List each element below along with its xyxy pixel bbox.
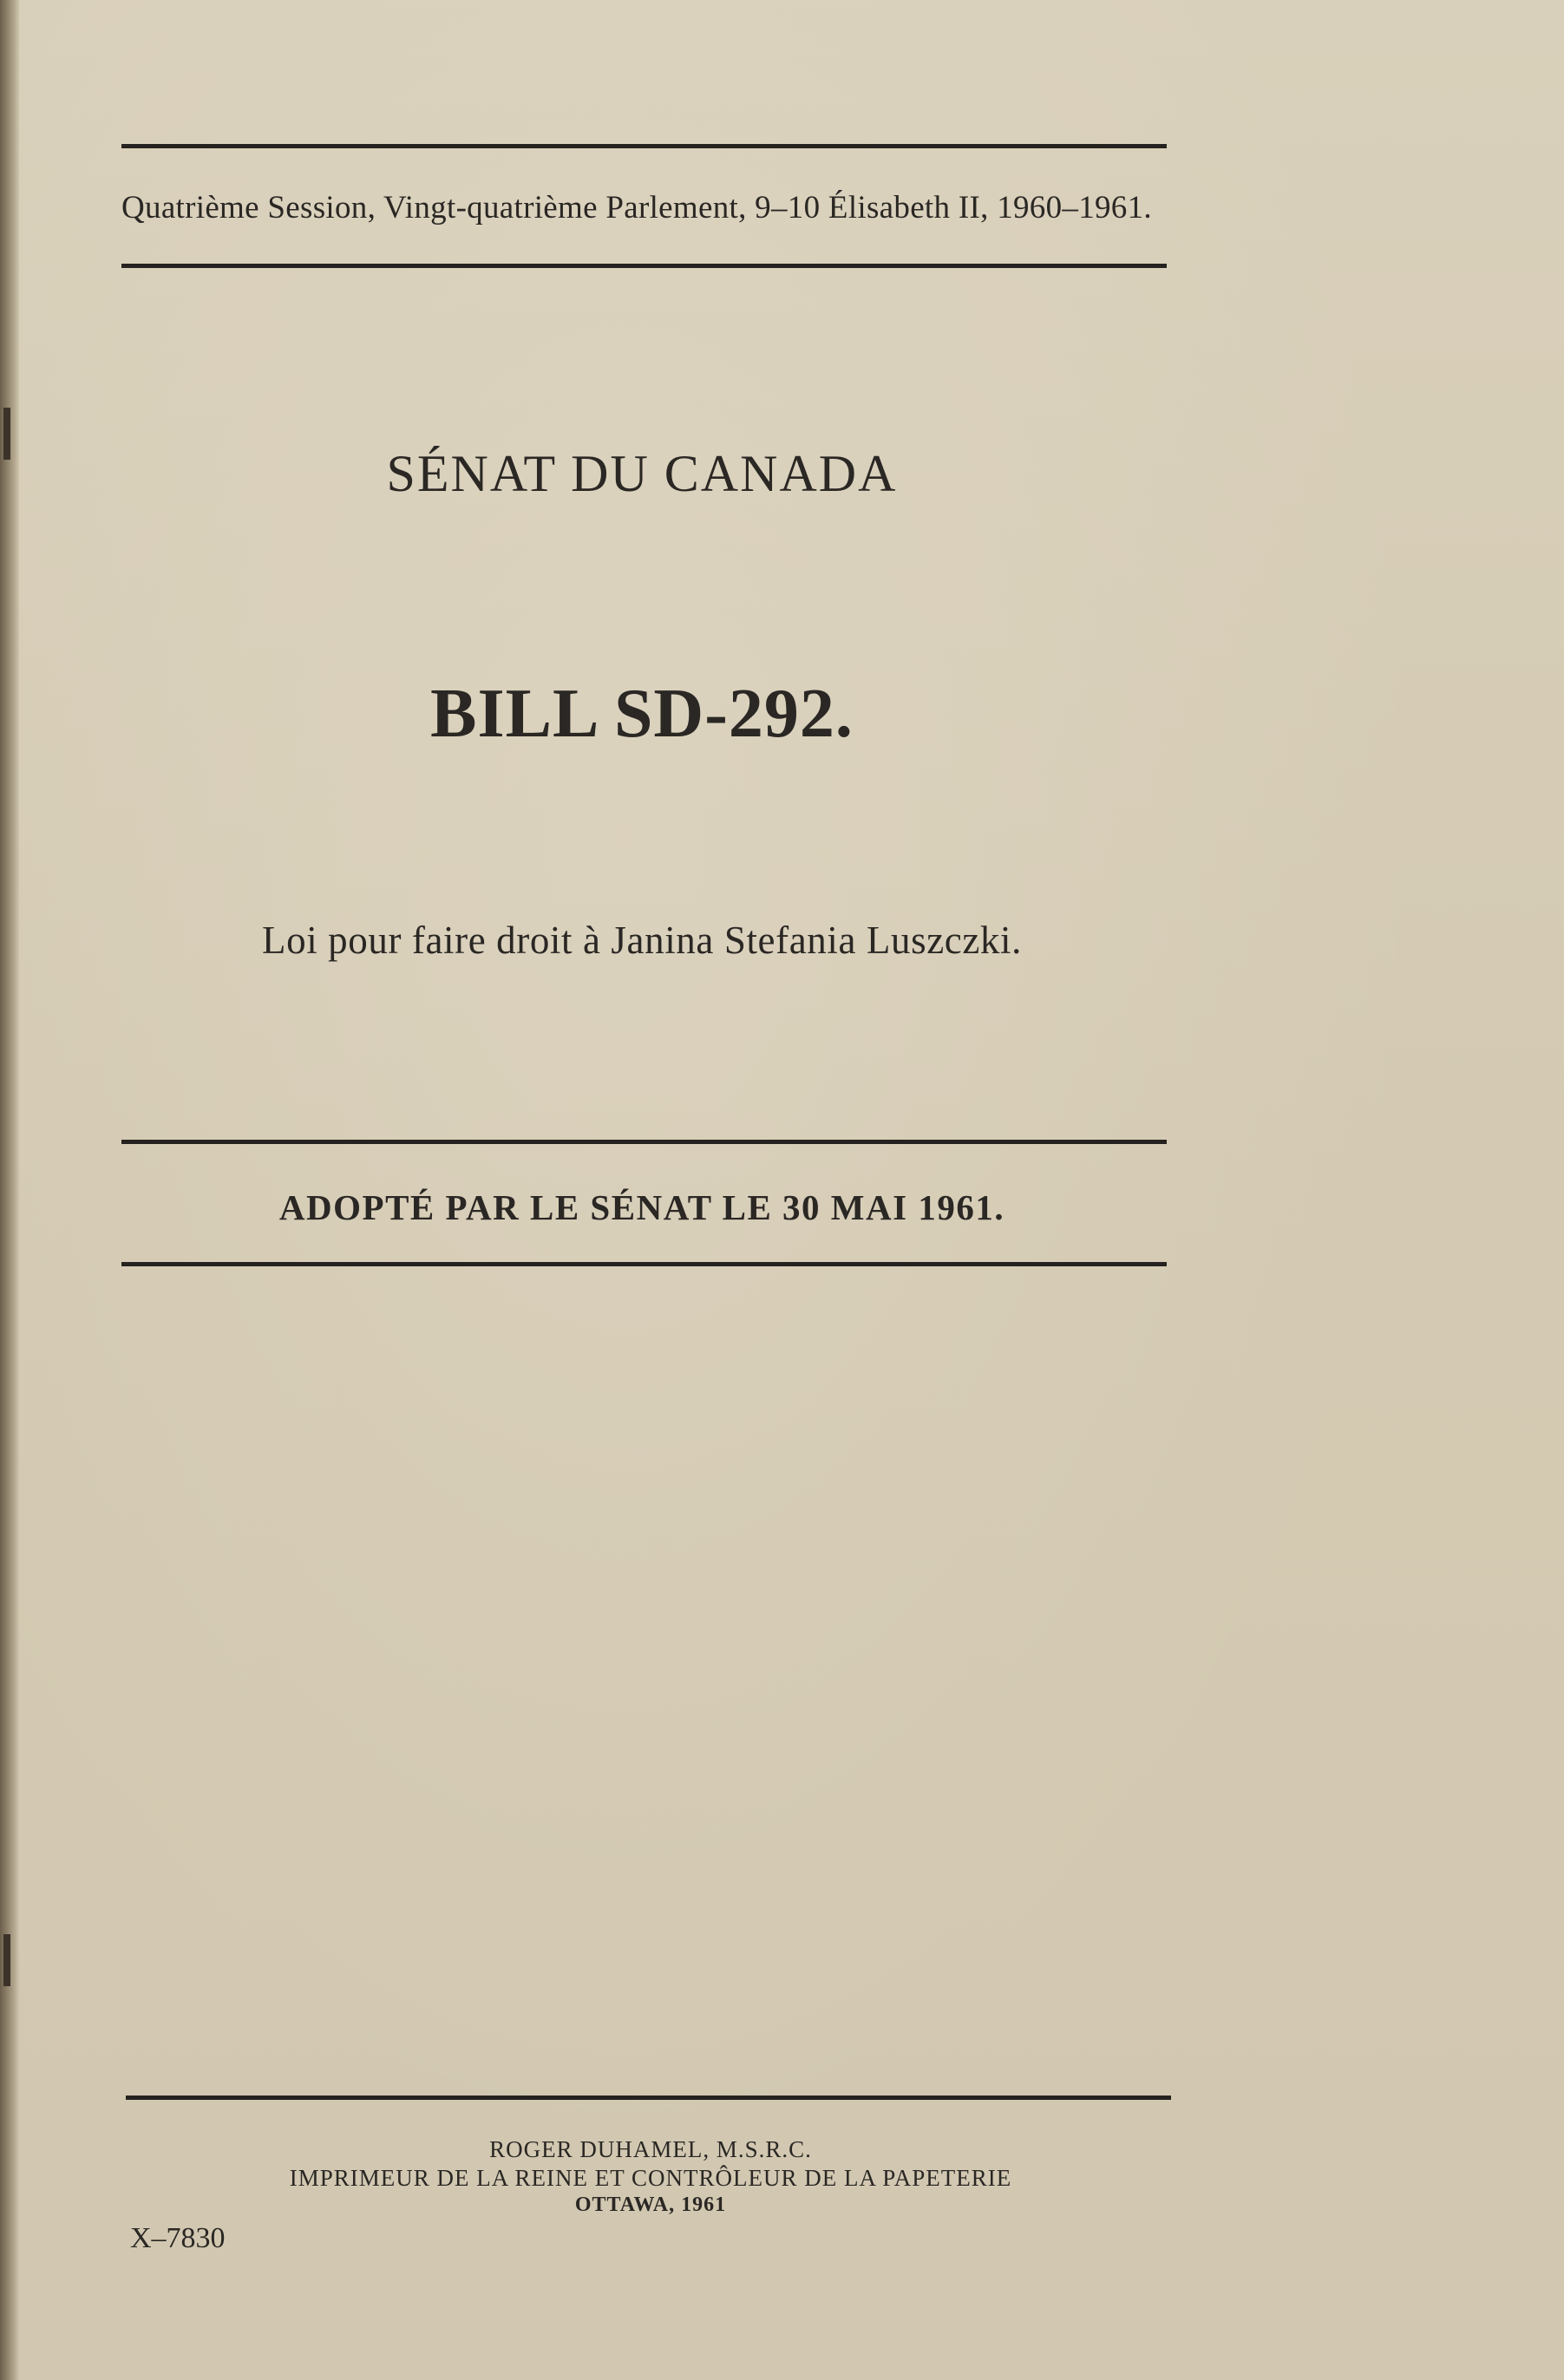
printer-place: OTTAWA, 1961 [574,2194,727,2216]
adopted-line: ADOPTÉ PAR LE SÉNAT LE 30 MAI 1961. [278,1187,1005,1227]
bill-subject: Loi pour faire droit à Janina Stefania Luszczki. [262,919,1022,962]
institution-title: SÉNAT DU CANADA [386,445,898,502]
binding-mark [3,1934,10,1986]
printer-title: IMPRIMEUR DE LA REINE ET CONTRÔLEUR DE LA PAPETERIE [289,2165,1012,2191]
footer-rule [126,2096,1171,2100]
printer-name: ROGER DUHAMEL, M.S.R.C. [489,2136,812,2162]
adopted-bottom-rule [121,1262,1167,1266]
top-rule [121,144,1167,148]
bill-number: BILL SD-292. [430,676,854,752]
document-code: X–7830 [130,2222,226,2254]
header-bottom-rule [121,264,1167,268]
adopted-top-rule [121,1140,1167,1144]
session-line: Quatrième Session, Vingt-quatrième Parlement, 9–10 Élisabeth II, 1960–1961. [121,190,1152,226]
